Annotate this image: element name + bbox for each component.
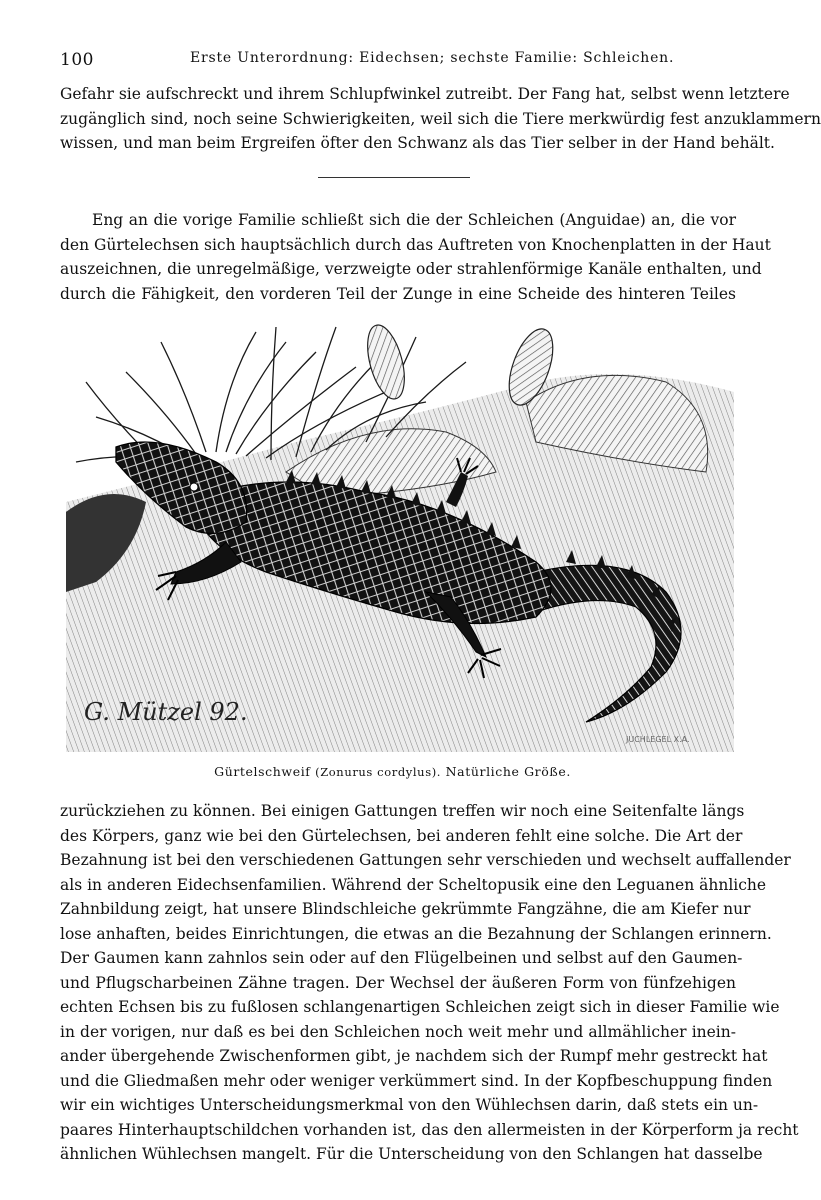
engraver-mark: JUCHLEGEL X.A.	[626, 735, 690, 744]
text-line: und Pflugscharbeinen Zähne tragen. Der Wechsel der äußeren Form von fünfzehigen	[60, 973, 736, 992]
text-line: auszeichnen, die unregelmäßige, verzweigte oder strahlenförmige Kanäle enthalten, und	[60, 260, 762, 278]
artist-signature: G. Mützel 92.	[84, 698, 248, 726]
text-line: ander übergehende Zwischenformen gibt, je nachdem sich der Rumpf mehr gestreckt hat	[60, 1047, 768, 1065]
text-line: Gefahr sie aufschreckt und ihrem Schlupfwinkel zutreibt. Der Fang hat, selbst wenn letztere	[60, 85, 790, 103]
text-line: wir ein wichtiges Unterscheidungsmerkmal von den Wühlechsen darin, daß stets ein un-	[60, 1096, 759, 1114]
text-line: zugänglich sind, noch seine Schwierigkeiten, weil sich die Tiere merkwürdig fest anzuklammern	[60, 109, 821, 128]
caption-name: Gürtelschweif	[214, 764, 311, 779]
text-line: durch die Fähigkeit, den vorderen Teil der Zunge in eine Scheide des hinteren Teiles	[60, 284, 736, 303]
text-line: ähnlichen Wühlechsen mangelt. Für die Unterscheidung von den Schlangen hat dasselbe	[60, 1145, 763, 1163]
running-head: Erste Unterordnung: Eidechsen; sechste Familie: Schleichen.	[190, 50, 675, 66]
paragraph-3	[60, 799, 799, 1167]
text-line: als in anderen Eidechsenfamilien. Während der Scheltopusik eine den Leguanen ähnliche	[60, 875, 767, 894]
lizard-engraving	[66, 322, 734, 752]
text-line: paares Hinterhauptschildchen vorhanden ist, das den allermeisten in der Körperform ja recht	[60, 1120, 799, 1139]
text-line: Eng an die vorige Familie schließt sich die der Schleichen (Anguidae) an, die vor	[92, 211, 736, 229]
text-line: des Körpers, ganz wie bei den Gürtelechsen, bei anderen fehlt eine solche. Die Art der	[60, 826, 743, 845]
text-line: wissen, und man beim Ergreifen öfter den Schwanz als das Tier selber in der Hand behält.	[60, 134, 775, 152]
text-line: Zahnbildung zeigt, hat unsere Blindschleiche gekrümmte Fangzähne, die am Kiefer nur	[60, 900, 751, 918]
text-line: lose anhaften, beides Einrichtungen, die etwas an die Bezahnung der Schlangen erinnern.	[60, 924, 772, 943]
caption-scientific: (Zonurus cordylus).	[315, 765, 442, 779]
text-line: Der Gaumen kann zahnlos sein oder auf den Flügelbeinen und selbst auf den Gaumen-	[60, 949, 743, 967]
text-line: den Gürtelechsen sich hauptsächlich durch das Auftreten von Knochenplatten in der Haut	[60, 235, 771, 254]
paragraph-2	[60, 208, 771, 306]
text-line: echten Echsen bis zu fußlosen schlangenartigen Schleichen zeigt sich in dieser Familie wie	[60, 998, 780, 1016]
caption-size: Natürliche Größe.	[445, 764, 571, 779]
text-line: Bezahnung ist bei den verschiedenen Gattungen sehr verschieden und wechselt auffallender	[60, 851, 791, 869]
text-line: in der vorigen, nur daß es bei den Schleichen noch weit mehr und allmählicher inein-	[60, 1022, 736, 1041]
text-line: und die Gliedmaßen mehr oder weniger verkümmert sind. In der Kopfbeschuppung finden	[60, 1071, 773, 1090]
page-number: 100	[60, 50, 94, 70]
section-divider	[318, 177, 470, 178]
paragraph-1	[60, 82, 821, 156]
figure-caption	[0, 764, 785, 779]
text-line: zurückziehen zu können. Bei einigen Gattungen treffen wir noch eine Seitenfalte längs	[60, 802, 745, 820]
